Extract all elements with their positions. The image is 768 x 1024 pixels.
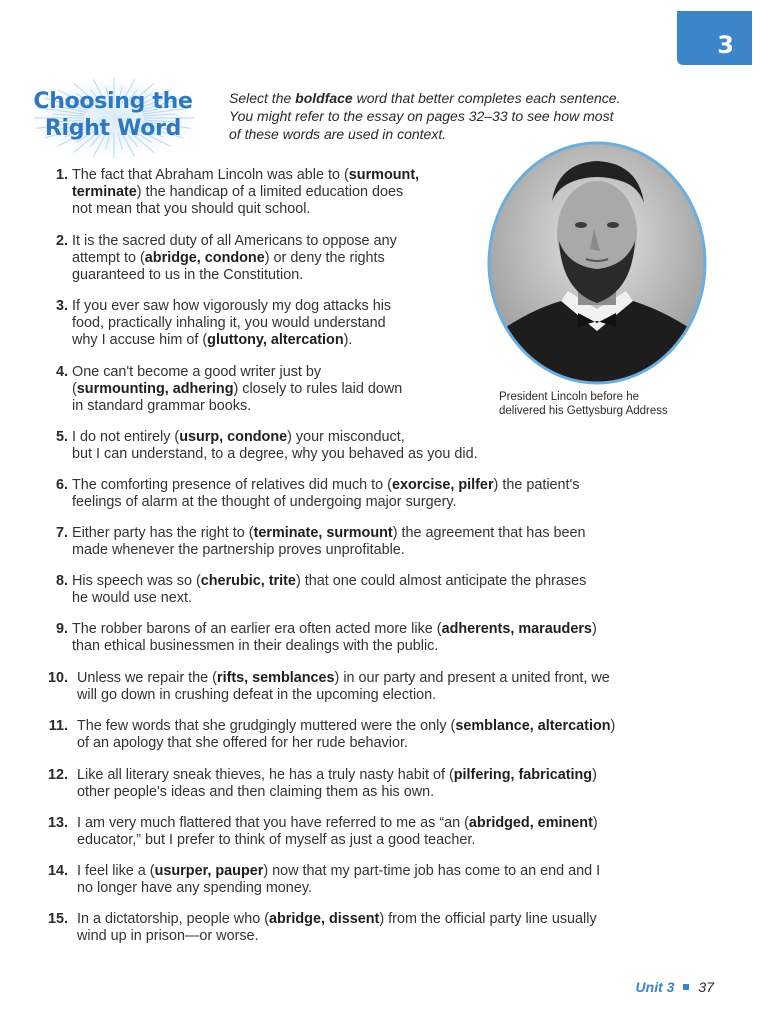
exercise-item: [40, 233, 397, 284]
item-line: [72, 542, 586, 559]
sentence-text: ): [592, 767, 597, 783]
square-bullet-icon: [683, 984, 689, 990]
answer-choices: surmount,: [348, 167, 420, 183]
sentence-text: ) now that my part-time job has come to an end and I: [263, 863, 601, 879]
sentence-text: made whenever the partnership proves unprofitable.: [72, 542, 405, 558]
item-line: [72, 494, 580, 511]
sentence-text: will go down in crushing defeat in the upcoming election.: [77, 687, 437, 703]
item-line: [77, 784, 597, 801]
item-line: [72, 477, 580, 494]
item-line: [72, 184, 419, 201]
exercise-item: [40, 815, 598, 849]
exercise-item: [40, 621, 597, 655]
item-line: [72, 233, 397, 250]
directions: [229, 89, 699, 143]
page-footer: [636, 979, 714, 995]
exercise-item: [40, 525, 586, 559]
sentence-text: Either party has the right to (: [72, 525, 254, 541]
item-number: 10.: [47, 670, 68, 686]
sentence-text: (: [72, 381, 77, 397]
answer-choices: terminate, surmount: [253, 525, 393, 541]
answer-choices: surmounting, adhering: [76, 381, 234, 397]
portrait-image: [486, 141, 708, 386]
sentence-text: His speech was so (: [72, 573, 201, 589]
photo-caption: [499, 390, 709, 418]
directions-line-3: of these words are used in context.: [229, 126, 447, 142]
item-line: [72, 638, 597, 655]
sentence-text: If you ever saw how vigorously my dog attacks his: [72, 298, 392, 314]
sentence-text: wind up in prison—or worse.: [77, 928, 259, 944]
item-number: 1.: [55, 167, 68, 183]
item-line: [72, 525, 586, 542]
item-line: [72, 267, 397, 284]
sentence-text: I do not entirely (: [72, 429, 180, 445]
item-text: [72, 298, 391, 349]
sentence-text: than ethical businessmen in their dealings with the public.: [72, 638, 439, 654]
exercise-item: [40, 670, 610, 704]
exercise-item: [40, 911, 597, 945]
sentence-text: ) the handicap of a limited education does: [136, 184, 404, 200]
sentence-text: It is the sacred duty of all Americans to oppose any: [72, 233, 397, 249]
item-line: [72, 364, 402, 381]
directions-line-2: You might refer to the essay on pages 32–33 to see how most: [229, 108, 614, 124]
sentence-text: ) the agreement that has been: [392, 525, 586, 541]
item-text: [72, 429, 478, 463]
exercise-item: [40, 718, 615, 752]
item-number: 3.: [55, 298, 68, 314]
item-text: [72, 573, 586, 607]
answer-choices: adherents, marauders: [441, 621, 592, 637]
sentence-text: I am very much flattered that you have referred to me as “an (: [77, 815, 469, 831]
item-number: 15.: [47, 911, 68, 927]
sentence-text: educator,” but I prefer to think of myself as just a good teacher.: [77, 832, 476, 848]
item-line: [72, 381, 402, 398]
unit-tab: [677, 11, 752, 65]
caption-line-1: President Lincoln before he: [499, 391, 640, 403]
sentence-text: In a dictatorship, people who (: [77, 911, 269, 927]
item-text: [77, 718, 615, 752]
item-line: [72, 250, 397, 267]
unit-tab-number: 3: [717, 31, 734, 59]
answer-choices: exorcise, pilfer: [391, 477, 494, 493]
answer-choices: cherubic, trite: [200, 573, 296, 589]
directions-text: word that better completes each sentence.: [352, 90, 621, 106]
lincoln-portrait: [486, 141, 708, 386]
item-text: [72, 167, 419, 218]
sentence-text: ): [591, 621, 597, 637]
sentence-text: in standard grammar books.: [72, 398, 252, 414]
sentence-text: no longer have any spending money.: [77, 880, 312, 896]
item-line: [77, 863, 600, 880]
item-text: [77, 767, 597, 801]
sentence-text: The robber barons of an earlier era often acted more like (: [72, 621, 442, 637]
item-number: 11.: [48, 718, 68, 734]
item-text: [77, 670, 610, 704]
item-line: [72, 398, 402, 415]
item-line: [77, 911, 597, 928]
item-number: 12.: [47, 767, 68, 783]
item-number: 2.: [55, 233, 68, 249]
heading-line-1: Choosing the: [33, 89, 193, 114]
item-text: [72, 233, 397, 284]
exercise-item: [40, 477, 580, 511]
item-line: [77, 670, 610, 687]
sentence-text: not mean that you should quit school.: [72, 201, 311, 217]
item-number: 13.: [47, 815, 68, 831]
sentence-text: ): [610, 718, 616, 734]
item-text: [72, 621, 597, 655]
sentence-text: I feel like a (: [77, 863, 155, 879]
sentence-text: The few words that she grudgingly muttered were the only (: [77, 718, 456, 734]
item-line: [77, 832, 598, 849]
answer-choices: pilfering, fabricating: [453, 767, 593, 783]
item-number: 4.: [55, 364, 68, 380]
answer-choices: rifts, semblances: [216, 670, 335, 686]
sentence-text: Unless we repair the (: [77, 670, 217, 686]
item-text: [77, 911, 597, 945]
sentence-text: ): [592, 815, 598, 831]
item-text: [72, 364, 402, 415]
sentence-text: The comforting presence of relatives did much to (: [72, 477, 392, 493]
answer-choices: terminate: [72, 184, 137, 200]
sentence-text: The fact that Abraham Lincoln was able to (: [72, 167, 349, 183]
exercise-item: [40, 364, 402, 415]
sentence-text: Like all literary sneak thieves, he has a truly nasty habit of (: [77, 767, 454, 783]
sentence-text: guaranteed to us in the Constitution.: [72, 267, 304, 283]
item-number: 9.: [55, 621, 68, 637]
item-line: [72, 201, 419, 218]
directions-text: Select the: [229, 90, 296, 106]
item-line: [72, 590, 586, 607]
sentence-text: feelings of alarm at the thought of undergoing major surgery.: [72, 494, 457, 510]
sentence-text: other people's ideas and then claiming them as his own.: [77, 784, 435, 800]
item-line: [77, 687, 610, 704]
section-heading: [30, 88, 196, 142]
sentence-text: ).: [343, 332, 353, 348]
item-line: [72, 315, 391, 332]
sentence-text: ) in our party and present a united front, we: [334, 670, 610, 686]
item-line: [72, 573, 586, 590]
item-text: [77, 815, 598, 849]
sentence-text: One can't become a good writer just by: [72, 364, 322, 380]
item-line: [77, 815, 598, 832]
sentence-text: ) the patient's: [493, 477, 580, 493]
sentence-text: of an apology that she offered for her rude behavior.: [77, 735, 408, 751]
answer-choices: usurp, condone: [179, 429, 288, 445]
item-number: 5.: [55, 429, 68, 445]
sentence-text: ) closely to rules laid down: [233, 381, 403, 397]
item-line: [72, 621, 597, 638]
answer-choices: usurper, pauper: [154, 863, 264, 879]
item-text: [72, 477, 580, 511]
sentence-text: ) from the official party line usually: [379, 911, 597, 927]
answer-choices: gluttony, altercation: [207, 332, 344, 348]
caption-line-2: delivered his Gettysburg Address: [499, 405, 668, 417]
answer-choices: abridge, condone: [144, 250, 265, 266]
item-number: 6.: [55, 477, 68, 493]
item-line: [77, 718, 615, 735]
item-number: 8.: [55, 573, 68, 589]
footer-unit: Unit 3: [635, 979, 675, 995]
sentence-text: food, practically inhaling it, you would understand: [72, 315, 386, 331]
sentence-text: attempt to (: [72, 250, 145, 266]
answer-choices: semblance, altercation: [455, 718, 611, 734]
item-number: 7.: [55, 525, 68, 541]
sentence-text: why I accuse him of (: [72, 332, 208, 348]
item-line: [72, 429, 478, 446]
item-number: 14.: [47, 863, 68, 879]
item-line: [77, 928, 597, 945]
page-number: 37: [698, 979, 714, 995]
exercise-item: [40, 167, 419, 218]
exercise-item: [40, 863, 600, 897]
item-line: [72, 167, 419, 184]
item-line: [77, 735, 615, 752]
exercise-item: [40, 298, 391, 349]
directions-bold: boldface: [295, 90, 353, 106]
exercise-item: [40, 767, 597, 801]
item-line: [72, 298, 391, 315]
sentence-text: he would use next.: [72, 590, 193, 606]
item-line: [72, 332, 391, 349]
answer-choices: abridged, eminent: [468, 815, 593, 831]
item-line: [77, 767, 597, 784]
item-line: [77, 880, 600, 897]
item-text: [72, 525, 586, 559]
item-line: [72, 446, 478, 463]
exercise-item: [40, 429, 478, 463]
item-text: [77, 863, 600, 897]
sentence-text: ) or deny the rights: [264, 250, 385, 266]
heading-line-2: Right Word: [44, 116, 182, 141]
sentence-text: but I can understand, to a degree, why you behaved as you did.: [72, 446, 478, 462]
answer-choices: abridge, dissent: [269, 911, 380, 927]
exercise-item: [40, 573, 586, 607]
sentence-text: ) that one could almost anticipate the phrases: [295, 573, 587, 589]
sentence-text: ) your misconduct,: [287, 429, 405, 445]
